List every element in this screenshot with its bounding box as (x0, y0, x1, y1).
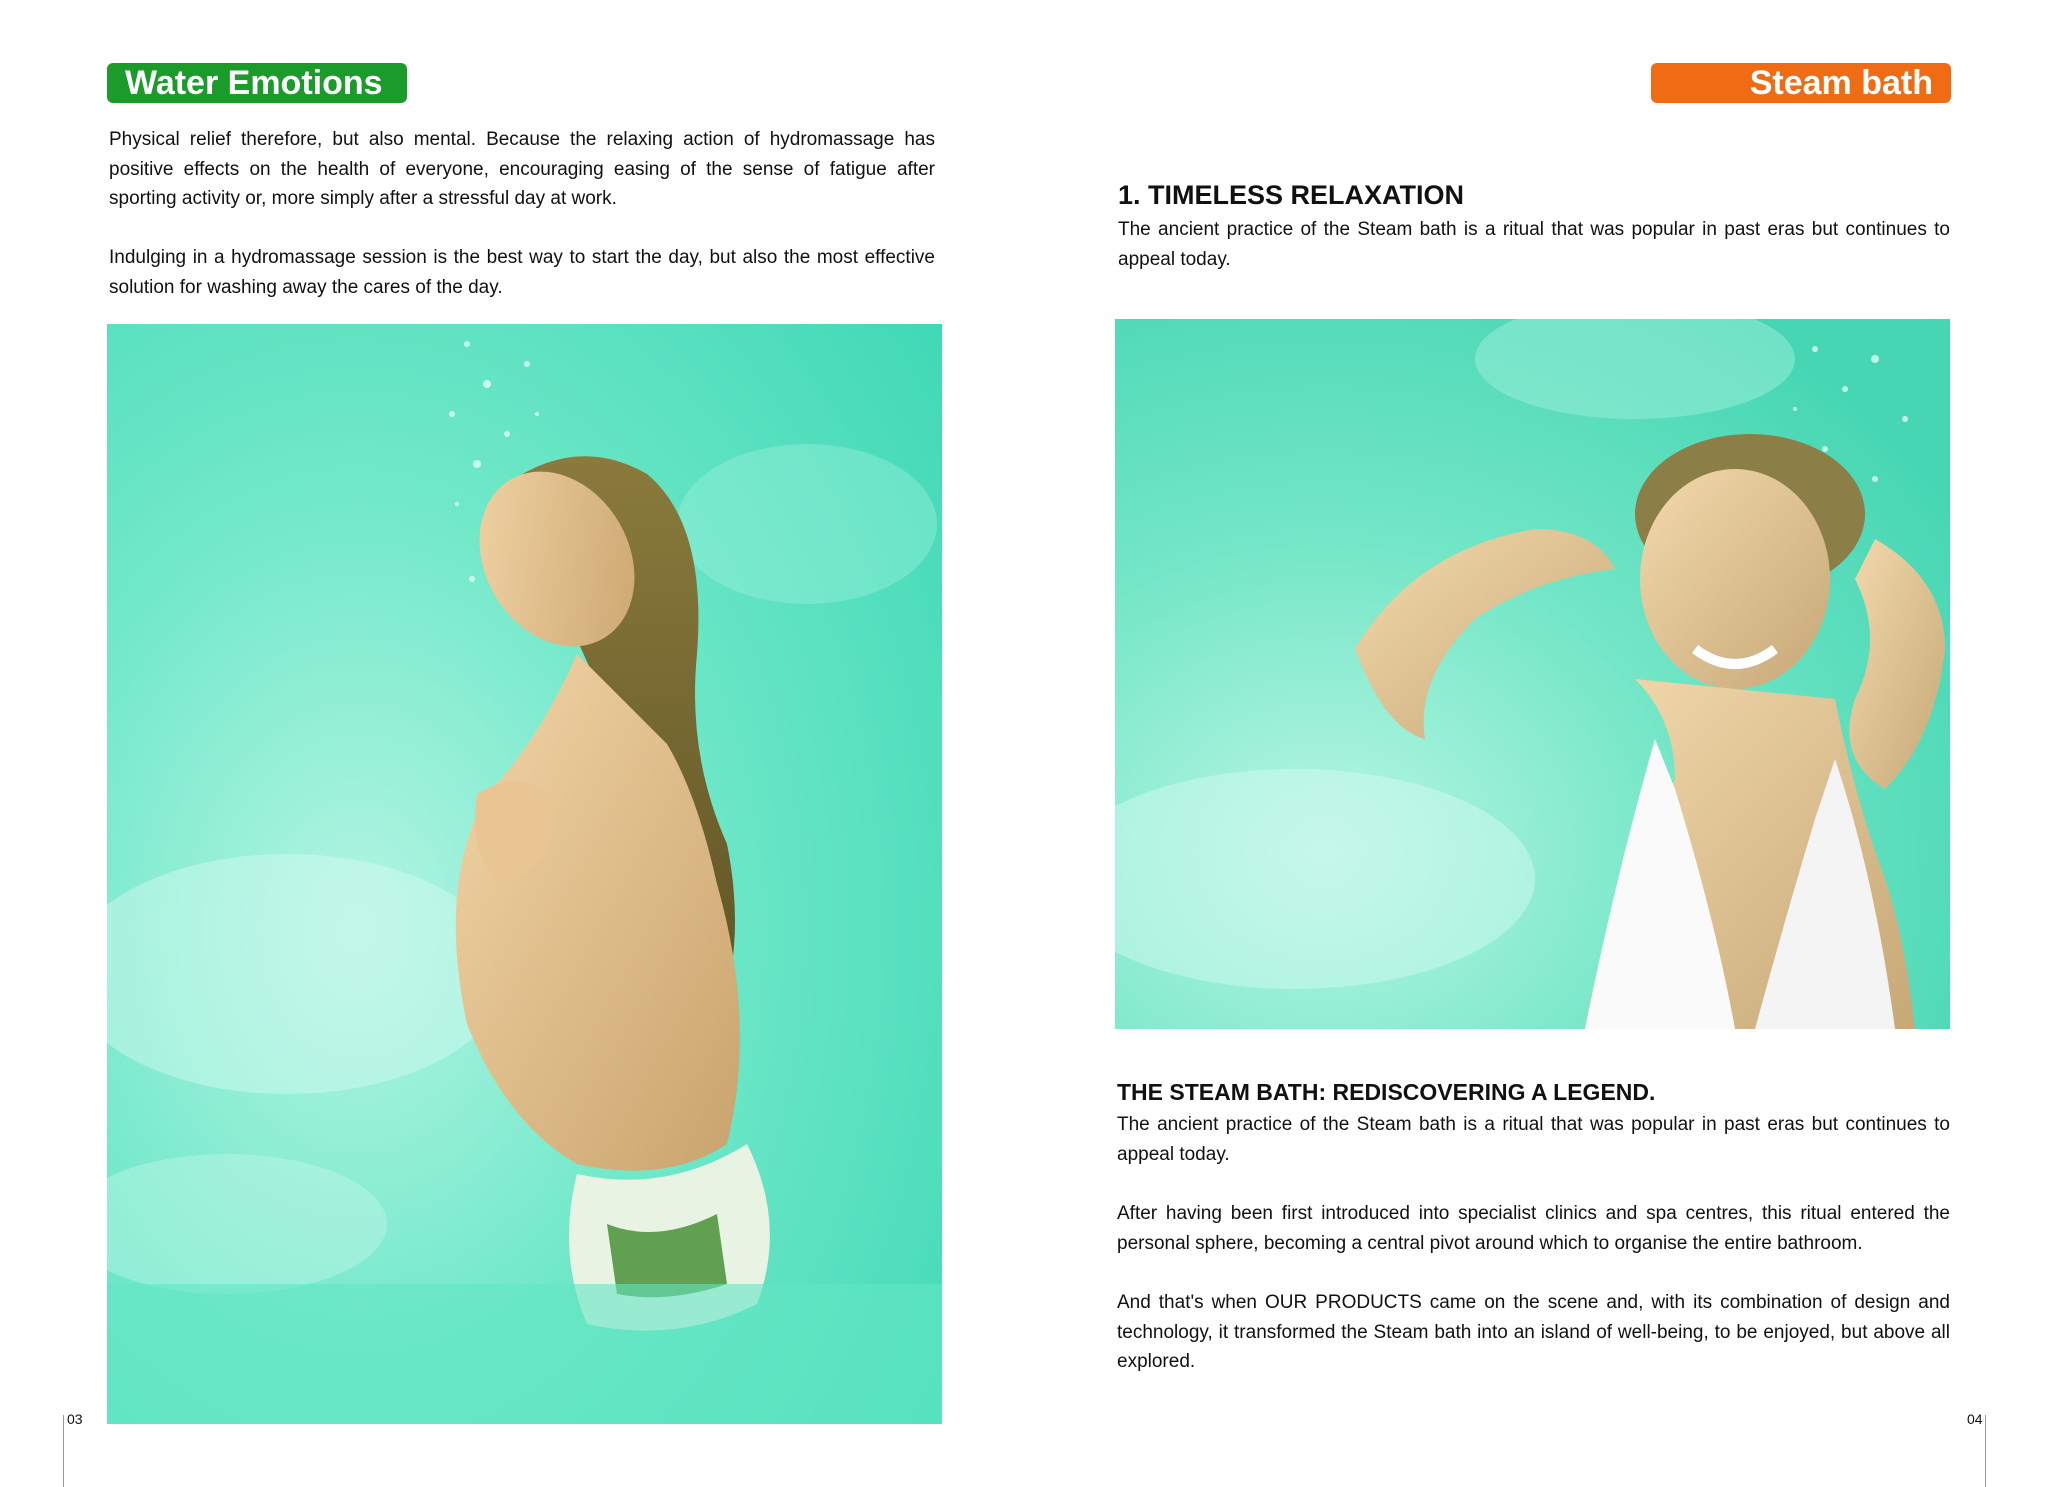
legend-paragraph-2: After having been first introduced into specialist clinics and spa centres, this ritual entered the personal sphere, becoming a central pivot around which to organise the entire bathroom. (1117, 1203, 1950, 1254)
timeless-relaxation-heading: 1. TIMELESS RELAXATION (1118, 180, 1465, 210)
rediscovering-legend-heading: THE STEAM BATH: REDISCOVERING A LEGEND. (1117, 1079, 1656, 1105)
hydromassage-paragraph: Indulging in a hydromassage session is the best way to start the day, but also the most effective solution for washing away the cares of the day. (109, 247, 935, 298)
legend-paragraph-3: And that's when OUR PRODUCTS came on the scene and, with its combination of design and technology, it transformed the Steam bath into an island of well-being, to be enjoyed, but above all explored. (1117, 1292, 1950, 1372)
legend-paragraph-1: The ancient practice of the Steam bath is a ritual that was popular in past eras but continues to appeal today. (1117, 1114, 1950, 1165)
photo-woman-in-pool (107, 324, 942, 1424)
page-number-right: 04 (1967, 1411, 1983, 1427)
intro-paragraph: Physical relief therefore, but also mental. Because the relaxing action of hydromassage has positive effects on the health of everyone, encouraging easing of the sense of fatigue after sporting activity or, more simply after a stressful day at work. (109, 129, 935, 209)
page-number-left: 03 (67, 1411, 83, 1427)
section-badge-water-emotions: Water Emotions (107, 63, 407, 103)
timeless-relaxation-text: The ancient practice of the Steam bath is a ritual that was popular in past eras but continues to appeal today. (1118, 219, 1950, 270)
page-edge-line-right (1985, 1415, 1986, 1487)
page-edge-line-left (63, 1415, 64, 1487)
photo-woman-under-shower (1115, 319, 1950, 1029)
section-badge-steam-bath: Steam bath (1651, 63, 1951, 103)
